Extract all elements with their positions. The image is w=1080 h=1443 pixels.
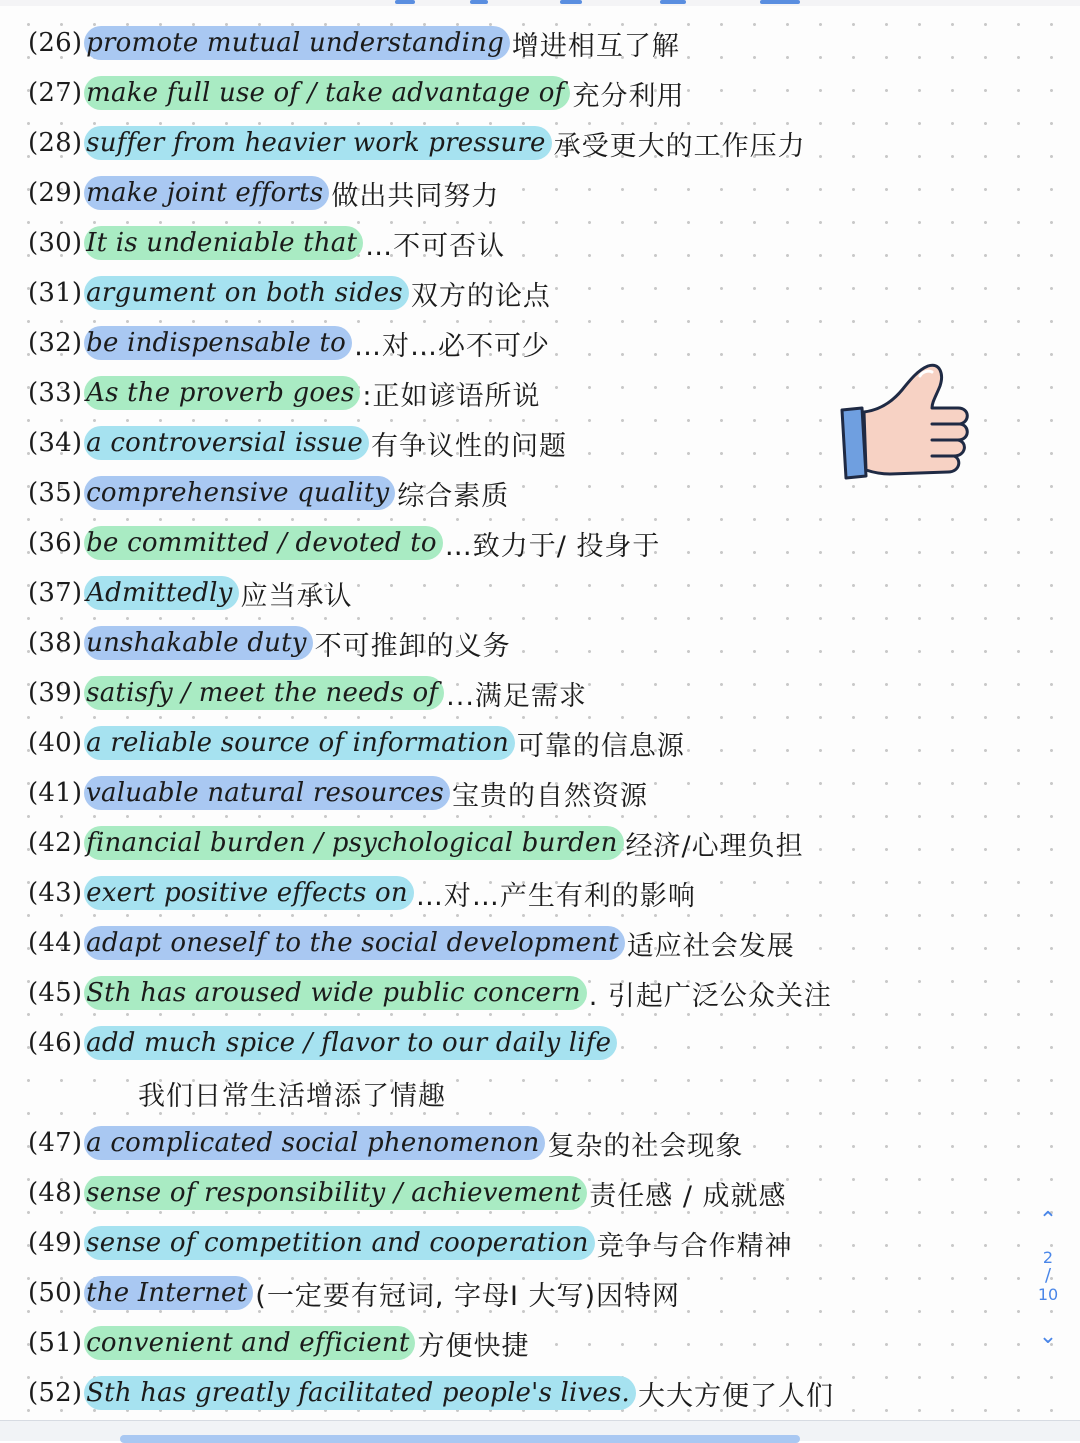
chinese-translation: 双方的论点 bbox=[410, 280, 551, 312]
english-phrase: a reliable source of information bbox=[84, 726, 515, 760]
phrase-number: (52) bbox=[28, 1378, 83, 1408]
english-phrase: convenient and efficient bbox=[84, 1326, 415, 1360]
phrase-number: (30) bbox=[28, 228, 83, 258]
english-phrase: Sth has aroused wide public concern bbox=[84, 976, 587, 1010]
phrase-number: (45) bbox=[28, 978, 83, 1008]
phrase-row bbox=[28, 1168, 1048, 1218]
english-phrase: satisfy / meet the needs of bbox=[84, 676, 444, 710]
english-phrase: financial burden / psychological burden bbox=[84, 826, 623, 860]
phrase-number: (48) bbox=[28, 1178, 83, 1208]
chinese-translation: 方便快捷 bbox=[417, 1330, 530, 1362]
phrase-number: (26) bbox=[28, 28, 83, 58]
english-phrase: a controversial issue bbox=[84, 426, 369, 460]
english-phrase: make full use of / take advantage of bbox=[84, 76, 570, 110]
english-phrase: a complicated social phenomenon bbox=[84, 1126, 545, 1160]
thumbs-up-icon bbox=[836, 358, 976, 483]
phrase-row bbox=[28, 1268, 1048, 1318]
current-page: 2 bbox=[1042, 1248, 1054, 1267]
phrase-number: (32) bbox=[28, 328, 83, 358]
phrase-number: (42) bbox=[28, 828, 83, 858]
phrase-row bbox=[28, 668, 1048, 718]
chinese-translation: 我们日常生活增添了情趣 bbox=[138, 1080, 446, 1112]
chinese-translation: …不可否认 bbox=[365, 230, 506, 262]
chinese-translation: (一定要有冠词, 字母I 大写)因特网 bbox=[255, 1280, 681, 1312]
english-phrase: make joint efforts bbox=[84, 176, 329, 210]
phrase-row bbox=[28, 218, 1048, 268]
phrase-number: (47) bbox=[28, 1128, 83, 1158]
phrase-number: (41) bbox=[28, 778, 83, 808]
chinese-translation: 充分利用 bbox=[572, 80, 685, 112]
chinese-translation: . 引起广泛公众关注 bbox=[588, 980, 832, 1012]
chinese-translation: ...满足需求 bbox=[446, 680, 587, 712]
phrase-row bbox=[28, 1218, 1048, 1268]
phrase-row bbox=[28, 1018, 1048, 1068]
chinese-translation: 应当承认 bbox=[240, 580, 353, 612]
phrase-number: (29) bbox=[28, 178, 83, 208]
phrase-number: (39) bbox=[28, 678, 83, 708]
phrase-number: (37) bbox=[28, 578, 83, 608]
english-phrase: sense of competition and cooperation bbox=[84, 1226, 594, 1260]
chinese-translation: 不可推卸的义务 bbox=[314, 630, 511, 662]
english-phrase: the Internet bbox=[84, 1276, 253, 1310]
english-phrase: comprehensive quality bbox=[84, 476, 395, 510]
phrase-row bbox=[28, 1118, 1048, 1168]
phrase-row bbox=[28, 918, 1048, 968]
phrase-row bbox=[28, 968, 1048, 1018]
phrase-number: (44) bbox=[28, 928, 83, 958]
chinese-translation: 综合素质 bbox=[397, 480, 510, 512]
english-phrase: promote mutual understanding bbox=[84, 26, 510, 60]
phrase-row bbox=[28, 718, 1048, 768]
chinese-translation: 责任感 / 成就感 bbox=[589, 1180, 787, 1212]
page-navigator bbox=[1026, 1206, 1070, 1366]
phrase-number: (28) bbox=[28, 128, 83, 158]
english-phrase: argument on both sides bbox=[84, 276, 409, 310]
english-phrase: exert positive effects on bbox=[84, 876, 414, 910]
chinese-translation: 承受更大的工作压力 bbox=[553, 130, 806, 162]
phrase-number: (33) bbox=[28, 378, 83, 408]
phrase-number: (35) bbox=[28, 478, 83, 508]
phrase-number: (27) bbox=[28, 78, 83, 108]
phrase-number: (49) bbox=[28, 1228, 83, 1258]
chinese-translation: …致力于/ 投身于 bbox=[444, 530, 661, 562]
phrase-number: (31) bbox=[28, 278, 83, 308]
english-phrase: Admittedly bbox=[84, 576, 238, 610]
english-phrase: sense of responsibility / achievement bbox=[84, 1176, 587, 1210]
chinese-translation: …对…产生有利的影响 bbox=[415, 880, 696, 912]
phrase-row bbox=[28, 618, 1048, 668]
top-scroll-edge bbox=[0, 0, 1080, 6]
phrase-number: (46) bbox=[28, 1028, 83, 1058]
phrase-number: (40) bbox=[28, 728, 83, 758]
phrase-row bbox=[28, 18, 1048, 68]
chinese-translation: …对…必不可少 bbox=[353, 330, 550, 362]
chinese-translation: 大大方便了人们 bbox=[638, 1380, 834, 1412]
phrase-row bbox=[28, 1068, 1048, 1118]
phrase-number: (36) bbox=[28, 528, 83, 558]
english-phrase: suffer from heavier work pressure bbox=[84, 126, 551, 160]
chevron-up-icon[interactable]: ⌃ bbox=[1038, 1208, 1058, 1233]
chinese-translation: 竞争与合作精神 bbox=[596, 1230, 793, 1262]
phrase-row bbox=[28, 68, 1048, 118]
chinese-translation: 增进相互了解 bbox=[511, 30, 680, 62]
english-phrase: be indispensable to bbox=[84, 326, 352, 360]
phrase-row bbox=[28, 1318, 1048, 1368]
phrase-row bbox=[28, 768, 1048, 818]
chinese-translation: 复杂的社会现象 bbox=[547, 1130, 744, 1162]
english-phrase: valuable natural resources bbox=[84, 776, 450, 810]
english-phrase: It is undeniable that bbox=[84, 226, 363, 260]
chinese-translation: :正如谚语所说 bbox=[362, 380, 541, 412]
english-phrase: add much spice / flavor to our daily life bbox=[84, 1026, 617, 1060]
phrase-list bbox=[28, 18, 1048, 1418]
phrase-number: (38) bbox=[28, 628, 83, 658]
english-phrase: be committed / devoted to bbox=[84, 526, 443, 560]
chinese-translation: 宝贵的自然资源 bbox=[451, 780, 648, 812]
phrase-row bbox=[28, 568, 1048, 618]
english-phrase: Sth has greatly facilitated people's lives. bbox=[84, 1376, 636, 1410]
chinese-translation: 做出共同努力 bbox=[331, 180, 500, 212]
english-phrase: As the proverb goes bbox=[84, 376, 360, 410]
chinese-translation: 经济/心理负担 bbox=[625, 830, 804, 862]
chinese-translation: 有争议性的问题 bbox=[371, 430, 568, 462]
english-phrase: adapt oneself to the social development bbox=[84, 926, 625, 960]
chinese-translation: 适应社会发展 bbox=[626, 930, 795, 962]
phrase-number: (50) bbox=[28, 1278, 83, 1308]
phrase-row bbox=[28, 118, 1048, 168]
phrase-number: (34) bbox=[28, 428, 83, 458]
phrase-row bbox=[28, 868, 1048, 918]
phrase-number: (51) bbox=[28, 1328, 83, 1358]
phrase-row bbox=[28, 168, 1048, 218]
phrase-row bbox=[28, 268, 1048, 318]
chevron-down-icon[interactable]: ⌄ bbox=[1038, 1324, 1058, 1349]
next-page-peek bbox=[0, 1420, 1080, 1441]
phrase-number: (43) bbox=[28, 878, 83, 908]
phrase-row bbox=[28, 1368, 1048, 1418]
chinese-translation: 可靠的信息源 bbox=[516, 730, 685, 762]
english-phrase: unshakable duty bbox=[84, 626, 312, 660]
page-separator: / bbox=[1044, 1265, 1052, 1286]
phrase-row bbox=[28, 818, 1048, 868]
total-pages: 10 bbox=[1037, 1285, 1059, 1304]
phrase-row bbox=[28, 518, 1048, 568]
